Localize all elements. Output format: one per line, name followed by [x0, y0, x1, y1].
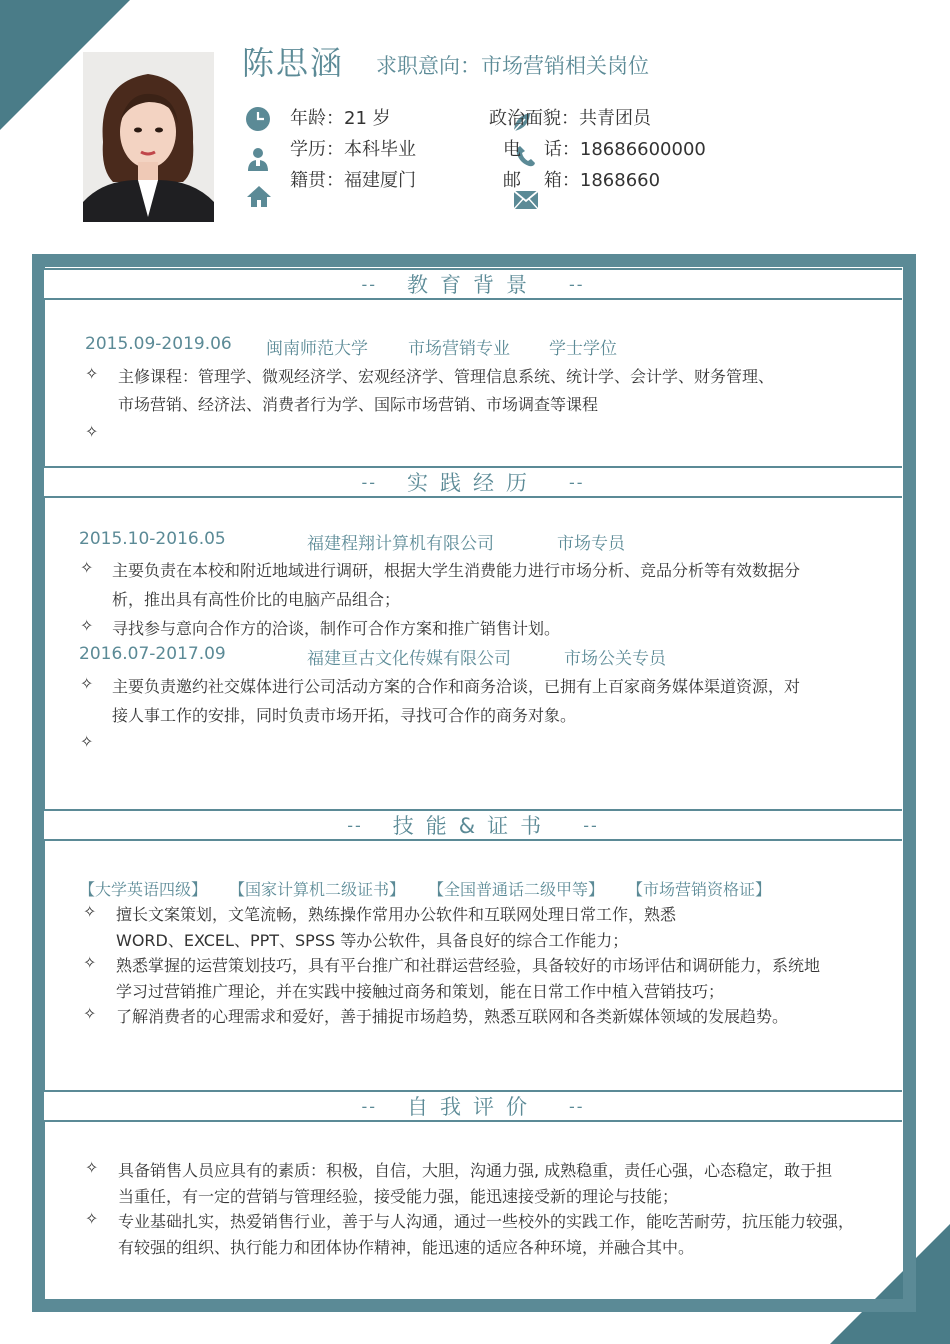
job-role: 市场专员	[557, 534, 625, 554]
self-eval-line: 当重任，有一定的营销与管理经验，接受能力强，能迅速接受新的理论与技能；	[118, 1187, 679, 1206]
section-title: 技能&证书	[392, 814, 554, 838]
title-dash: --	[361, 1096, 377, 1116]
political-text: 政治面貌：共青团员	[489, 108, 651, 129]
job-role: 市场公关专员	[564, 649, 666, 669]
job-detail-line: 主要负责邀约社交媒体进行公司活动方案的合作和商务洽谈，已拥有上百家商务媒体渠道资源，对	[112, 677, 801, 696]
job-detail-line: 寻找参与意向合作方的洽谈，制作可合作方案和推广销售计划。	[112, 619, 561, 638]
section-header-experience	[44, 466, 902, 498]
section-header-skills	[44, 809, 902, 841]
section-title: 自我评价	[407, 1095, 539, 1119]
skill-line: WORD、EXCEL、PPT、SPSS 等办公软件，具备良好的综合工作能力；	[116, 931, 629, 950]
home-icon	[246, 184, 272, 208]
title-dash: --	[347, 815, 363, 835]
edu-major: 市场营销专业	[408, 339, 510, 359]
edu-school: 闽南师范大学	[266, 339, 368, 359]
candidate-name: 陈思涵	[242, 44, 345, 82]
edu-course-line: 主修课程：管理学、微观经济学、宏观经济学、管理信息系统、统计学、会计学、财务管理、	[118, 367, 775, 386]
edu-course-line: 市场营销、经济法、消费者行为学、国际市场营销、市场调查等课程	[118, 395, 599, 414]
title-dash: --	[361, 274, 377, 294]
bullet-icon: ✧	[85, 1209, 99, 1228]
bullet-icon: ✧	[80, 558, 94, 577]
section-title: 教育背景	[407, 273, 539, 297]
bullet-icon: ✧	[80, 674, 94, 693]
job-detail-line: 主要负责在本校和附近地域进行调研，根据大学生消费能力进行市场分析、竞品分析等有效数据分	[112, 561, 801, 580]
title-dash: --	[569, 472, 585, 492]
profile-photo	[83, 52, 214, 222]
bullet-icon: ✧	[83, 902, 97, 921]
skill-line: 了解消费者的心理需求和爱好，善于捕捉市场趋势，熟悉互联网和各类新媒体领域的发展趋势。	[116, 1007, 789, 1026]
cert-badge: 【市场营销资格证】	[627, 880, 772, 899]
cert-badge: 【国家计算机二级证书】	[229, 880, 406, 899]
email-text: 邮 箱：1868660	[503, 170, 661, 191]
self-eval-line: 专业基础扎实，热爱销售行业，善于与人沟通，通过一些校外的实践工作，能吃苦耐劳，抗压能力较强，	[118, 1212, 855, 1231]
job-period: 2016.07-2017.09	[79, 644, 226, 664]
cert-badge: 【全国普通话二级甲等】	[428, 880, 605, 899]
cert-badge: 【大学英语四级】	[79, 880, 208, 899]
education-text: 学历：本科毕业	[290, 139, 416, 160]
section-header-self-evaluation	[44, 1090, 902, 1122]
title-dash: --	[583, 815, 599, 835]
title-dash: --	[569, 1096, 585, 1116]
skill-line: 擅长文案策划，文笔流畅，熟练操作常用办公软件和互联网处理日常工作，熟悉	[116, 905, 677, 924]
clock-icon	[245, 106, 271, 132]
bullet-icon: ✧	[83, 953, 97, 972]
bullet-icon: ✧	[80, 732, 94, 751]
self-eval-line: 具备销售人员应具有的素质：积极，自信，大胆，沟通力强, 成熟稳重，责任心强，心态稳定，敢于担	[118, 1161, 833, 1180]
job-company: 福建程翔计算机有限公司	[307, 534, 494, 554]
bullet-icon: ✧	[85, 364, 99, 383]
section-header-education	[44, 268, 902, 300]
edu-degree: 学士学位	[549, 339, 617, 359]
title-dash: --	[361, 472, 377, 492]
job-period: 2015.10-2016.05	[79, 529, 226, 549]
skill-line: 熟悉掌握的运营策划技巧，具有平台推广和社群运营经验，具备较好的市场评估和调研能力，系统地	[116, 956, 821, 975]
bullet-icon: ✧	[80, 616, 94, 635]
phone-text: 电 话：18686600000	[503, 139, 706, 160]
job-company: 福建亘古文化传媒有限公司	[307, 649, 511, 669]
section-title: 实践经历	[407, 471, 539, 495]
job-intent: 求职意向：市场营销相关岗位	[376, 54, 649, 78]
mail-icon	[513, 190, 539, 210]
skill-line: 学习过营销推广理论，并在实践中接触过商务和策划，能在日常工作中植入营销技巧；	[116, 982, 725, 1001]
age-text: 年龄：21 岁	[290, 108, 391, 129]
bullet-icon: ✧	[85, 422, 99, 441]
job-detail-line: 接人事工作的安排，同时负责市场开拓，寻找可合作的商务对象。	[112, 706, 577, 725]
edu-period: 2015.09-2019.06	[85, 334, 232, 354]
job-detail-line: 析，推出具有高性价比的电脑产品组合；	[112, 590, 401, 609]
origin-text: 籍贯：福建厦门	[290, 170, 416, 191]
bullet-icon: ✧	[85, 1158, 99, 1177]
bullet-icon: ✧	[83, 1004, 97, 1023]
person-icon	[247, 146, 269, 172]
title-dash: --	[569, 274, 585, 294]
self-eval-line: 有较强的组织、执行能力和团体协作精神，能迅速的适应各种环境，并融合其中。	[118, 1238, 695, 1257]
